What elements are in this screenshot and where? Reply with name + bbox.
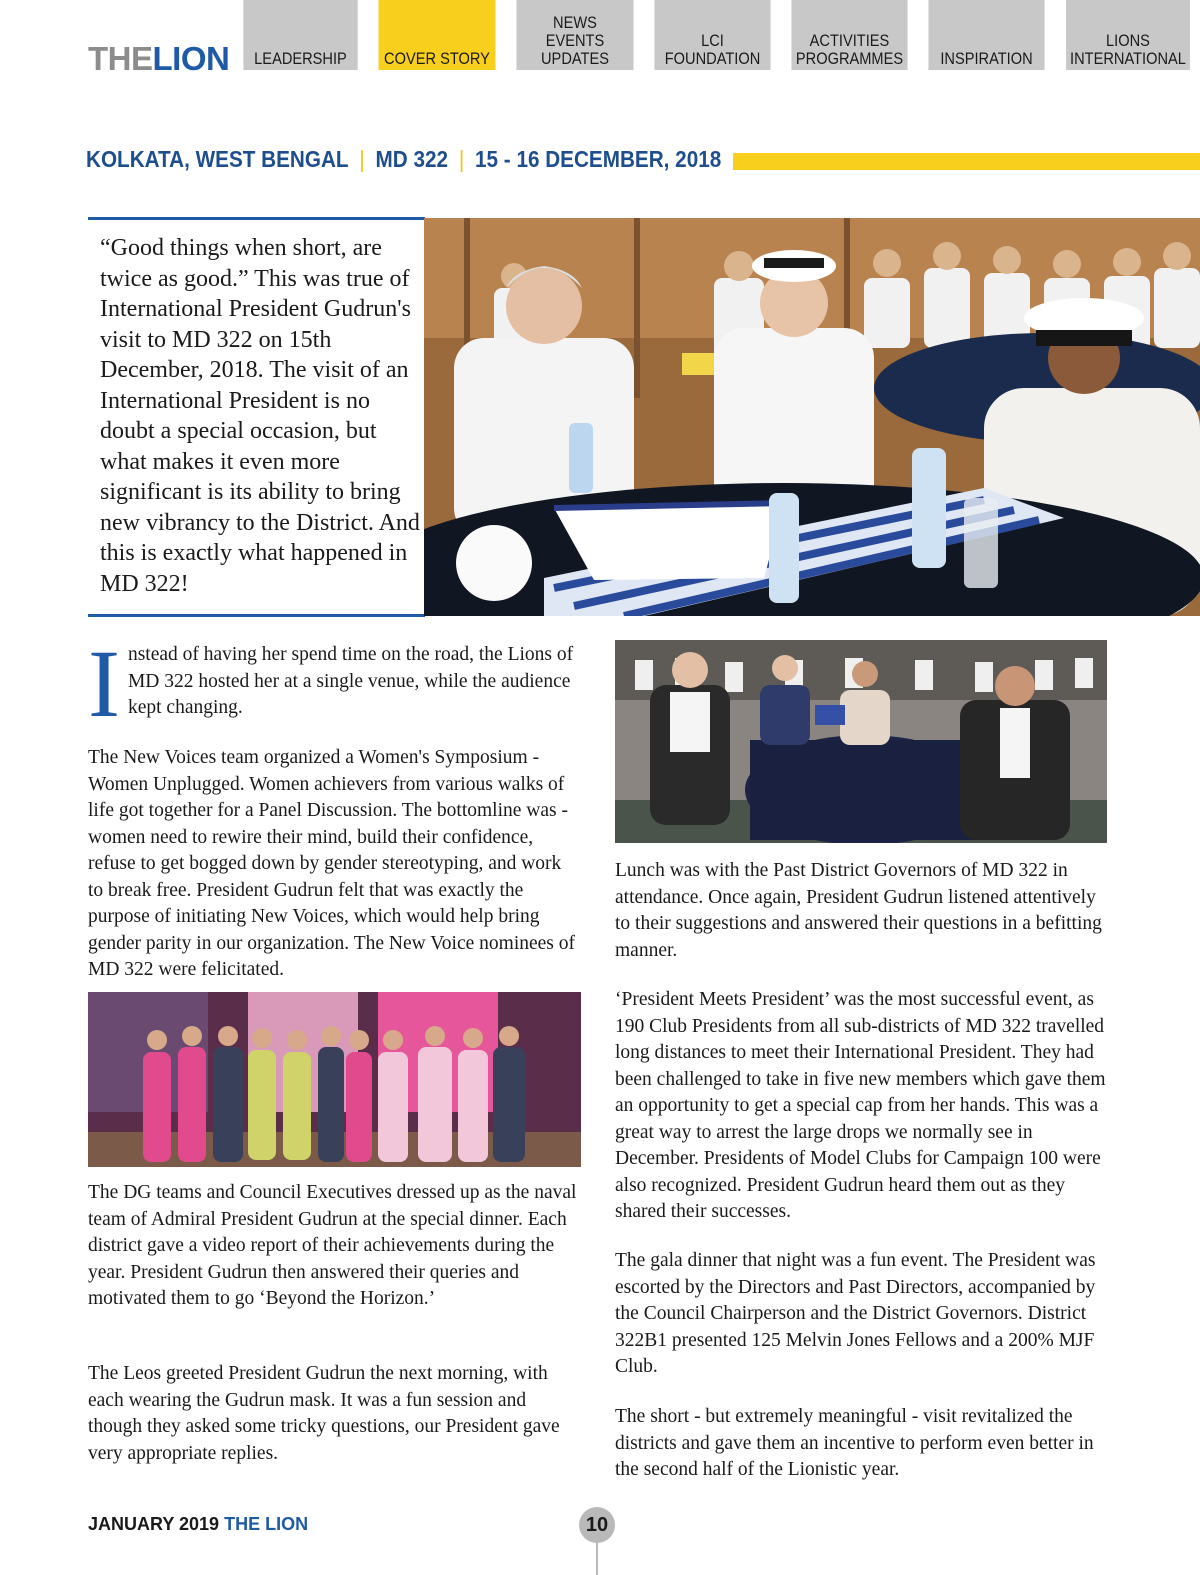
tab-lci-foundation[interactable]	[654, 0, 770, 70]
tab-label: INSPIRATION	[940, 49, 1033, 68]
location-city: KOLKATA, WEST BENGAL	[86, 146, 349, 172]
tab-lions-international[interactable]	[1066, 0, 1190, 70]
page-number-line	[596, 1543, 598, 1575]
right-paragraph-2: ‘President Meets President’ was the most successful event, as 190 Club Presidents from all sub-districts of MD 322 travelled long distances to meet their International President. They had been challenged to take in five new members which gave them an opportunity to get a special cap from her hands. This was a great way to arrest the large drops we normally see in December. Presidents of Model Clubs for Campaign 100 were also recognized. President Gudrun heard them out as they shared their successes.	[615, 989, 1106, 1222]
drop-cap: I	[88, 630, 120, 737]
intro-top-rule	[88, 217, 425, 220]
footer-magazine: THE LION	[224, 1514, 309, 1534]
separator: |	[359, 146, 365, 172]
tab-label: LCI FOUNDATION	[664, 31, 761, 68]
page-number: 10	[579, 1507, 615, 1543]
intro-bottom-rule	[88, 614, 425, 617]
right-paragraph-4: The short - but extremely meaningful - visit revitalized the districts and gave them an incentive to perform even better in the second half of the Lionistic year.	[615, 1406, 1094, 1480]
intro-paragraph: “Good things when short, are twice as good.” This was true of International President Gudrun's visit to MD 322 on 15th December, 2018. The visit of an International President is no doubt a special occasion, but what makes it even more significant is its ability to bring new vibrancy to the District. And this is exactly what happened in MD 322!	[100, 235, 420, 597]
tab-news-events-updates[interactable]	[517, 0, 634, 70]
left-paragraph-3: The DG teams and Council Executives dressed up as the naval team of Admiral President Gudrun at the special dinner. Each district gave a video report of their achievements during the year. President Gudrun then answered their queries and motivated them to go ‘Beyond the Horizon.’	[88, 1182, 577, 1309]
location-header	[86, 146, 721, 173]
left-paragraph-1-text: nstead of having her spend time on the road, the Lions of MD 322 hosted her at a single venue, while the audience kept changing.	[127, 644, 574, 718]
footer-month: JANUARY 2019	[88, 1514, 220, 1534]
footer-issue	[88, 1514, 308, 1535]
magazine-logo	[88, 40, 229, 78]
left-paragraph-1	[88, 630, 581, 737]
tab-label: LIONS INTERNATIONAL	[1070, 31, 1186, 68]
photo-lunch-past-governors	[615, 640, 1107, 843]
right-paragraph-3: The gala dinner that night was a fun event. The President was escorted by the Directors and Past Directors, accompanied by the Council Chairperson and the District Governors. District 322B1 presented 125 Melvin Jones Fellows and a 200% MJF Club.	[615, 1250, 1096, 1377]
yellow-accent-bar	[733, 153, 1200, 170]
hero-photo-illustration	[424, 218, 1200, 616]
logo-lion: LION	[152, 40, 230, 77]
tab-cover-story[interactable]	[379, 0, 496, 70]
tab-label: COVER STORY	[384, 49, 490, 68]
felicitation-illustration	[88, 992, 581, 1167]
tab-label: LEADERSHIP	[254, 49, 347, 68]
separator: |	[458, 146, 465, 172]
tab-leadership[interactable]	[243, 0, 357, 70]
left-paragraph-4: The Leos greeted President Gudrun the next morning, with each wearing the Gudrun mask. It was a fun session and though they asked some tricky questions, our President gave very appropriate replies.	[88, 1363, 560, 1464]
logo-the: THE	[88, 40, 153, 77]
tab-inspiration[interactable]	[928, 0, 1044, 70]
right-paragraph-1: Lunch was with the Past District Governors of MD 322 in attendance. Once again, President Gudrun listened attentively to their suggestions and answered their questions in a befitting manner.	[615, 860, 1102, 961]
location-district: MD 322	[375, 146, 449, 172]
left-paragraph-2: The New Voices team organized a Women's Symposium - Women Unplugged. Women achievers from various walks of life got together for a Panel Discussion. The bottomline was - women need to rewire their mind, build their confidence, refuse to get bogged down by gender stereotyping, and work to break free. President Gudrun felt that was exactly the purpose of initiating New Voices, which would help bring gender parity in our organization. The New Voice nominees of MD 322 were felicitated.	[88, 747, 576, 980]
location-dates: 15 - 16 DECEMBER, 2018	[475, 146, 722, 172]
tab-label: ACTIVITIES PROGRAMMES	[795, 31, 904, 68]
photo-felicitation-stage	[88, 992, 581, 1167]
lunch-illustration	[615, 640, 1107, 843]
tab-label: NEWS EVENTS UPDATES	[541, 13, 609, 68]
hero-photo-naval-dinner	[424, 218, 1200, 616]
tab-activities-programmes[interactable]	[791, 0, 907, 70]
